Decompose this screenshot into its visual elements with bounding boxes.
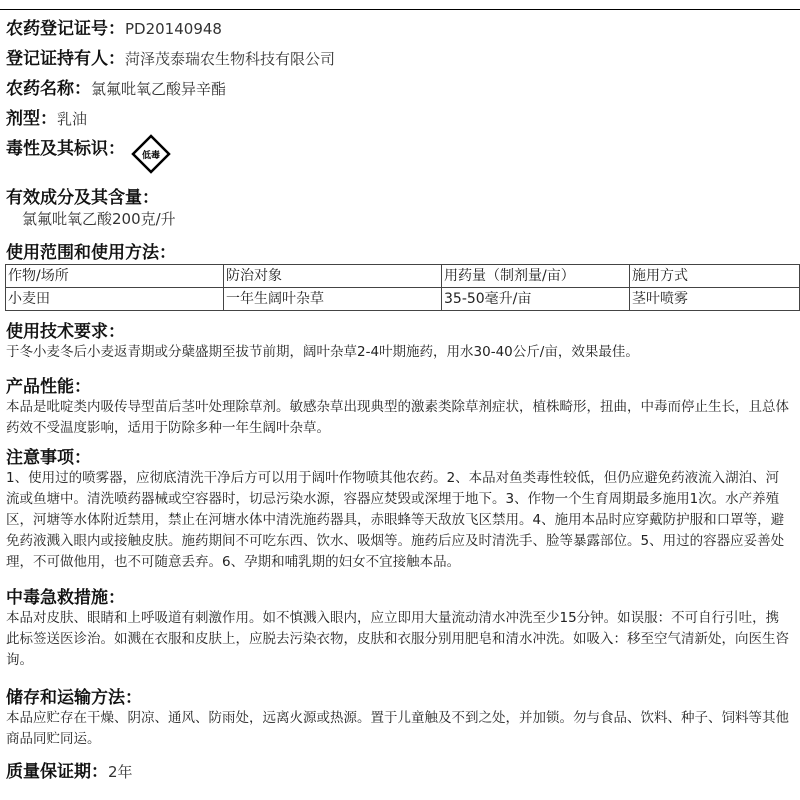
- precautions-heading: 注意事项：: [6, 448, 91, 468]
- usage-table: [5, 264, 800, 311]
- performance-text: 本品是吡啶类内吸传导型苗后茎叶处理除草剂。敏感杂草出现典型的激素类除草剂症状，植株畸形，扭曲，中毒而停止生长，且总体药效不受温度影响，适用于防除多种一年生阔叶杂草。: [6, 399, 789, 436]
- formulation-row: [6, 104, 87, 129]
- header-dosage: 用药量（制剂量/亩）: [442, 265, 630, 288]
- toxicity-row: [6, 134, 125, 159]
- header-crop: 作物/场所: [6, 265, 224, 288]
- storage-heading: 储存和运输方法：: [6, 688, 142, 708]
- cell-target: 一年生阔叶杂草: [224, 288, 442, 311]
- usage-table-header-row: [6, 265, 800, 288]
- first-aid-heading: 中毒急救措施：: [6, 588, 125, 608]
- storage-text: 本品应贮存在干燥、阴凉、通风、防雨处，远离火源或热源。置于儿童触及不到之处，并加锁。勿与食品、饮料、种子、饲料等其他商品同贮同运。: [6, 710, 789, 747]
- shelf-life-label: 质量保证期：: [6, 762, 108, 782]
- header-method: 施用方式: [630, 265, 800, 288]
- holder-label: 登记证持有人：: [6, 49, 125, 69]
- ingredient-label-row: [6, 183, 159, 208]
- low-toxicity-icon: [131, 134, 171, 174]
- cell-crop: 小麦田: [6, 288, 224, 311]
- registration-label: 农药登记证号：: [6, 19, 125, 39]
- shelf-life-row: [6, 757, 133, 782]
- performance-heading: 产品性能：: [6, 377, 91, 397]
- header-target: 防治对象: [224, 265, 442, 288]
- pesticide-name-value: 氯氟吡氧乙酸异辛酯: [91, 80, 227, 98]
- toxicity-badge-text: 低毒: [141, 151, 161, 161]
- technique-heading: 使用技术要求：: [6, 322, 125, 342]
- ingredient-label: 有效成分及其含量：: [6, 188, 159, 208]
- pesticide-name-row: [6, 74, 226, 99]
- ingredient-value: 氯氟吡氧乙酸200克/升: [22, 210, 176, 228]
- cell-method: 茎叶喷雾: [630, 288, 800, 311]
- table-row: [6, 288, 800, 311]
- ingredient-value-row: [22, 208, 176, 229]
- pesticide-name-label: 农药名称：: [6, 79, 91, 99]
- first-aid-text: 本品对皮肤、眼睛和上呼吸道有刺激作用。如不慎溅入眼内，应立即用大量流动清水冲洗至少15分钟。如误服：不可自行引吐，携此标签送医诊治。如溅在衣服和皮肤上，应脱去污染衣物，皮肤和衣服分别用肥皂和清水冲洗。如吸入：移至空气清新处，向医生咨询。: [6, 610, 789, 668]
- formulation-label: 剂型：: [6, 109, 57, 129]
- formulation-value: 乳油: [57, 110, 88, 128]
- technique-text: 于冬小麦冬后小麦返青期或分蘖盛期至拔节前期，阔叶杂草2-4叶期施药，用水30-40公斤/亩，效果最佳。: [6, 344, 639, 360]
- shelf-life-value: 2年: [108, 763, 133, 781]
- cell-dosage: 35-50毫升/亩: [442, 288, 630, 311]
- usage-heading: 使用范围和使用方法：: [6, 243, 176, 263]
- holder-row: [6, 44, 335, 69]
- registration-value: PD20140948: [125, 20, 222, 38]
- toxicity-label: 毒性及其标识：: [6, 139, 125, 159]
- top-rule: [0, 9, 800, 10]
- precautions-text: 1、使用过的喷雾器，应彻底清洗干净后方可以用于阔叶作物喷其他农药。2、本品对鱼类毒性较低，但仍应避免药液流入湖泊、河流或鱼塘中。清洗喷药器械或空容器时，切忌污染水源，容器应焚毁或深埋于地下。3、作物一个生育周期最多施用1次。水产养殖区，河塘等水体附近禁用，禁止在河塘水体中清洗施药器具，赤眼蜂等天敌放飞区禁用。4、施用本品时应穿戴防护服和口罩等，避免药液溅入眼内或接触皮肤。施药期间不可吃东西、饮水、吸烟等。施药后应及时清洗手、脸等暴露部位。5、用过的容器应妥善处理，不可做他用，也不可随意丢弃。6、孕期和哺乳期的妇女不宜接触本品。: [6, 470, 785, 570]
- registration-row: [6, 14, 222, 39]
- holder-value: 菏泽茂泰瑞农生物科技有限公司: [125, 50, 336, 68]
